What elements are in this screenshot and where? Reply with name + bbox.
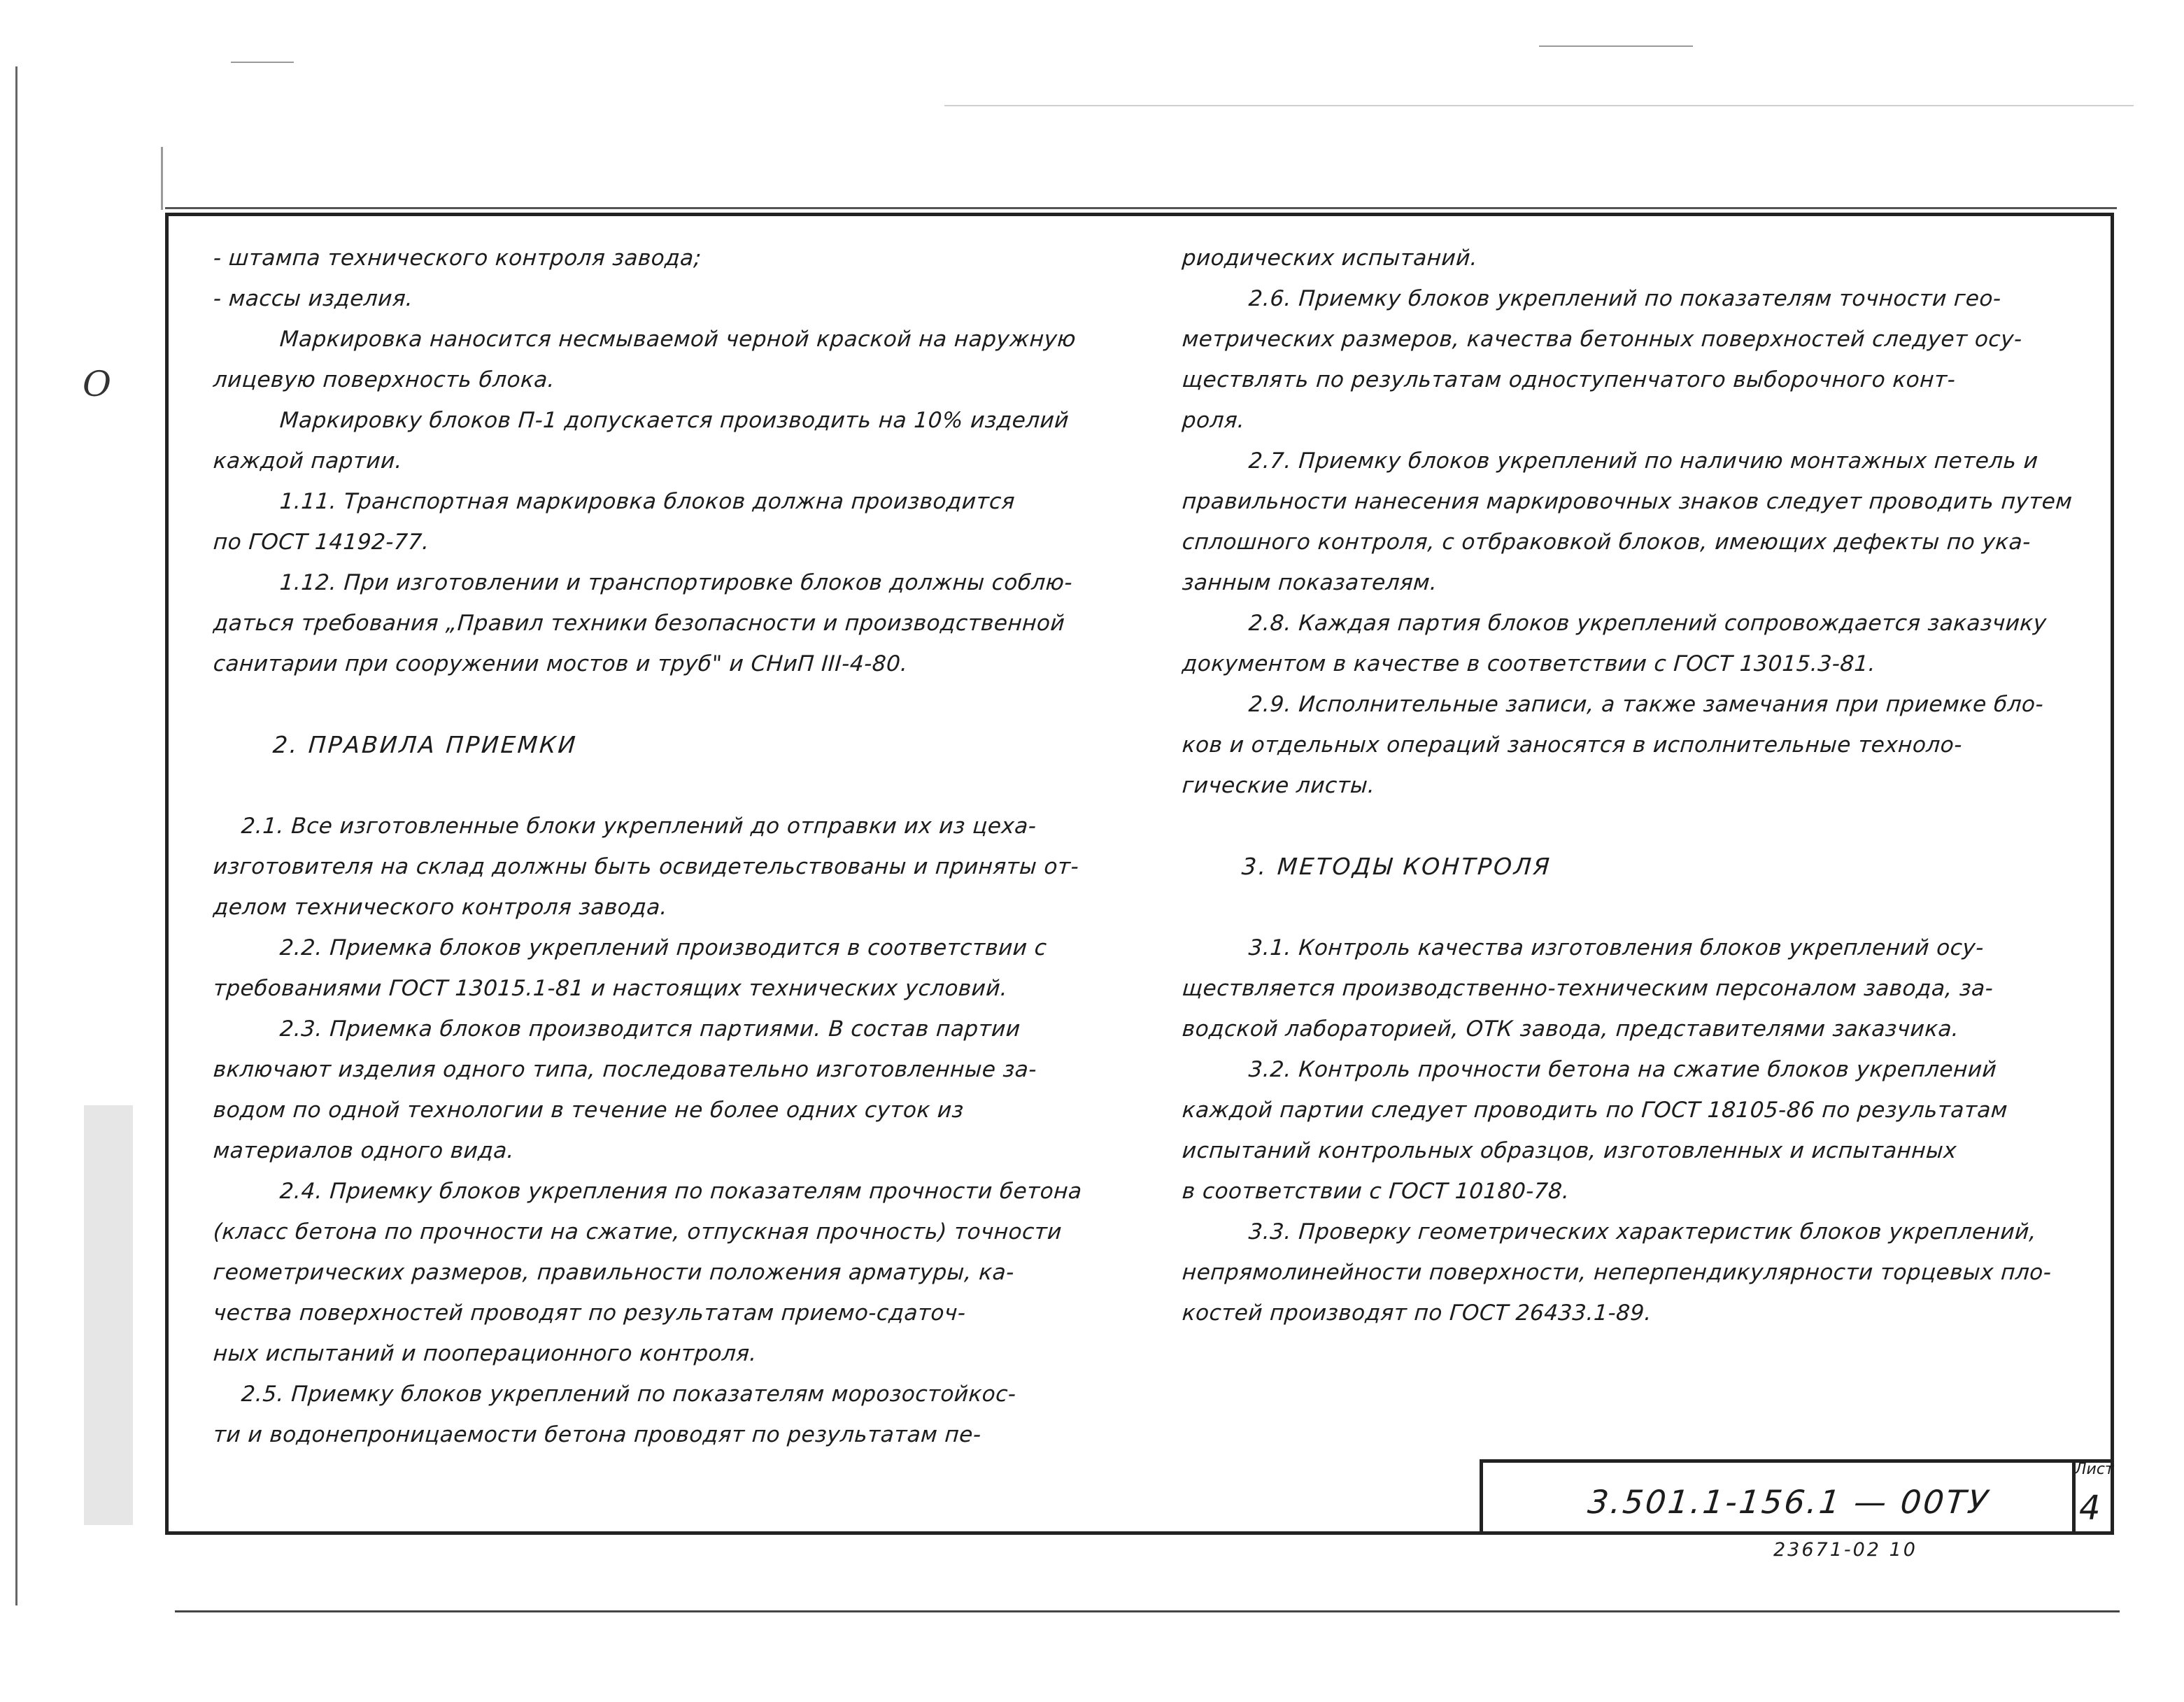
paragraph-gap [213,765,1116,806]
text-line: роля. [1181,408,1246,433]
text-line: (класс бетона по прочности на сжатие, отпускная прочность) точности [212,1219,1063,1244]
text-line: ществляется производственно-техническим персоналом завода, за- [1181,976,1994,1001]
left-text-column [213,238,1116,1455]
right-text-column [1182,238,2085,1333]
text-line: геометрических размеров, правильности положения арматуры, ка- [212,1260,1016,1285]
text-line: метрических размеров, качества бетонных поверхностей следует осу- [1181,327,2023,352]
scan-margin-line [15,66,17,1605]
text-line: по ГОСТ 14192-77. [212,530,431,555]
scan-artifact [161,147,163,210]
text-line: Маркировку блоков П-1 допускается производить на 10% изделий [278,408,1070,433]
text-line: - массы изделия. [212,286,414,311]
archive-code: 23671-02 10 [1773,1539,1917,1561]
text-line: в соответствии с ГОСТ 10180-78. [1181,1179,1570,1204]
text-line: 2.7. Приемку блоков укреплений по наличию монтажных петель и [1247,448,2039,474]
paragraph-gap [213,684,1116,725]
text-line: ществлять по результатам одноступенчатого выборочного конт- [1181,367,1957,392]
text-line: 3.3. Проверку геометрических характеристик блоков укреплений, [1247,1219,2038,1244]
text-line: водом по одной технологии в течение не более одних суток из [212,1098,965,1123]
paragraph-gap [1182,806,2085,846]
text-line: ных испытаний и пооперационного контроля. [212,1341,758,1366]
text-line: 2.4. Приемку блоков укрепления по показателям прочности бетона [278,1179,1083,1204]
scan-artifact [84,1105,133,1525]
text-line: документом в качестве в соответствии с ГОСТ 13015.3-81. [1181,651,1877,676]
text-line: 2.1. Все изготовленные блоки укреплений до отправки их из цеха- [240,814,1037,839]
section-heading: 3. МЕТОДЫ КОНТРОЛЯ [1240,853,1553,880]
text-line: 2.8. Каждая партия блоков укреплений сопровождается заказчику [1247,611,2048,636]
text-line: требованиями ГОСТ 13015.1-81 и настоящих технических условий. [212,976,1009,1001]
text-line: 2.6. Приемку блоков укреплений по показателям точности гео- [1247,286,2002,311]
sheet-label: Лист [2075,1461,2114,1478]
scan-artifact [944,105,2134,106]
text-line: костей производят по ГОСТ 26433.1-89. [1181,1300,1653,1326]
text-line: санитарии при сооружении мостов и труб" и СНиП III-4-80. [212,651,909,676]
text-line: сплошного контроля, с отбраковкой блоков, имеющих дефекты по ука- [1181,530,2032,555]
text-line: 2.5. Приемку блоков укреплений по показателям морозостойкос- [240,1382,1017,1407]
text-line: 2.9. Исполнительные записи, а также замечания при приемке бло- [1247,692,2045,717]
top-rule [165,207,2117,209]
text-line: правильности нанесения маркировочных знаков следует проводить путем [1181,489,2073,514]
sheet-number: 4 [2079,1489,2101,1528]
scan-artifact [1539,45,1693,47]
scan-artifact [231,62,294,63]
text-line: 2.2. Приемка блоков укреплений производится в соответствии с [278,935,1048,960]
document-code: 3.501.1-156.1 — 00ТУ [1586,1483,1992,1521]
paragraph-gap [1182,887,2085,928]
text-line: - штампа технического контроля завода; [212,246,702,271]
margin-mark: O [83,364,111,404]
text-line: непрямолинейности поверхности, неперпендикулярности торцевых пло- [1181,1260,2052,1285]
text-line: 3.1. Контроль качества изготовления блоков укреплений осу- [1247,935,1985,960]
text-line: водской лабораторией, ОТК завода, представителями заказчика. [1181,1016,1960,1042]
text-line: риодических испытаний. [1181,246,1479,271]
text-line: каждой партии. [212,448,404,474]
text-line: занным показателям. [1181,570,1438,595]
text-line: 1.12. При изготовлении и транспортировке блоков должны соблю- [278,570,1074,595]
text-line: ти и водонепроницаемости бетона проводят по результатам пе- [212,1422,982,1447]
text-line: каждой партии следует проводить по ГОСТ 18105-86 по результатам [1181,1098,2009,1123]
section-heading: 2. ПРАВИЛА ПРИЕМКИ [271,731,579,758]
text-line: даться требования „Правил техники безопасности и производственной [212,611,1066,636]
text-line: 1.11. Транспортная маркировка блоков должна производится [278,489,1016,514]
text-line: испытаний контрольных образцов, изготовленных и испытанных [1181,1138,1958,1163]
text-line: 3.2. Контроль прочности бетона на сжатие блоков укреплений [1247,1057,1998,1082]
text-line: лицевую поверхность блока. [212,367,556,392]
text-line: изготовителя на склад должны быть освидетельствованы и приняты от- [212,854,1080,879]
text-line: материалов одного вида. [212,1138,516,1163]
text-line: ков и отдельных операций заносятся в исполнительные техноло- [1181,732,1964,758]
bottom-rule [175,1610,2120,1612]
text-line: гические листы. [1181,773,1376,798]
text-line: включают изделия одного типа, последовательно изготовленные за- [212,1057,1038,1082]
text-line: делом технического контроля завода. [212,895,669,920]
text-line: Маркировка наносится несмываемой черной краской на наружную [278,327,1077,352]
text-line: чества поверхностей проводят по результатам приемо-сдаточ- [212,1300,967,1326]
text-line: 2.3. Приемка блоков производится партиями. В состав партии [278,1016,1021,1042]
